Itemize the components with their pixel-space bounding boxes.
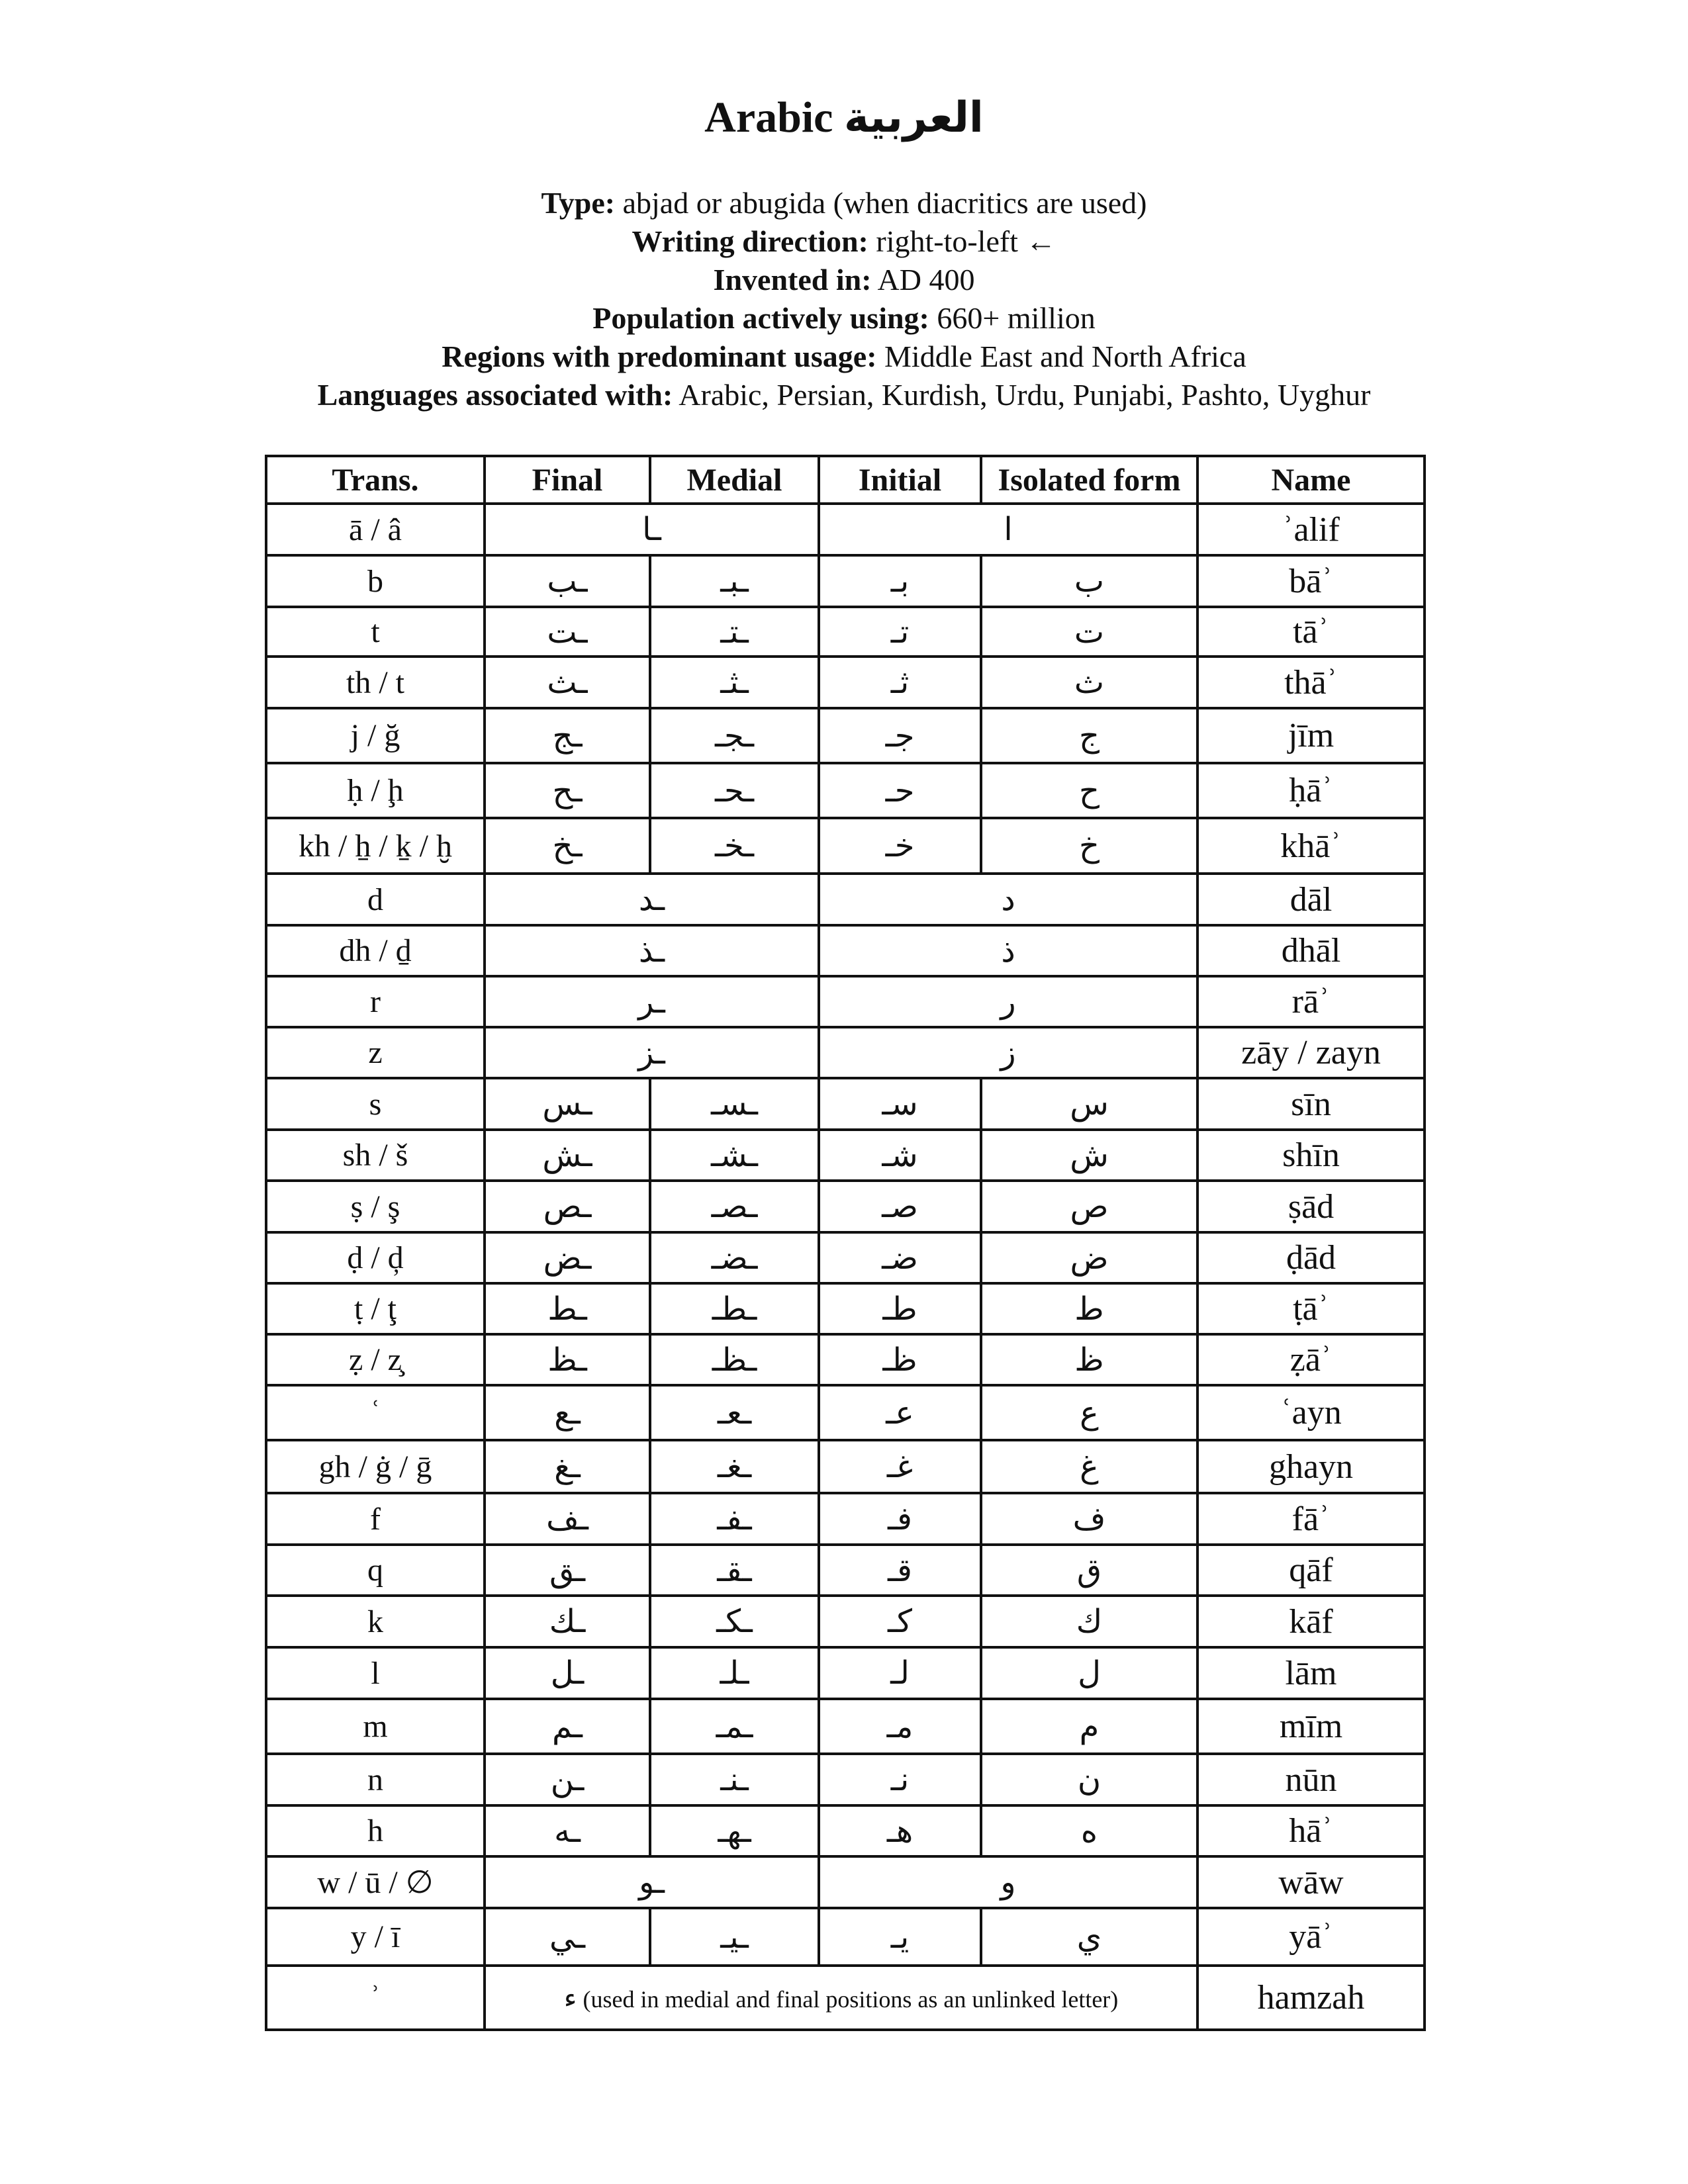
cell-trans: k <box>266 1596 485 1647</box>
cell-name: kāf <box>1197 1596 1425 1647</box>
cell-final: ـت <box>485 607 650 657</box>
cell-initial: صـ <box>819 1181 981 1232</box>
cell-isolated: ي <box>981 1908 1197 1966</box>
table-row <box>266 874 1425 925</box>
table-row <box>266 818 1425 874</box>
cell-medial: ـلـ <box>650 1647 819 1699</box>
cell-isolated: ظ <box>981 1334 1197 1385</box>
cell-medial: ـقـ <box>650 1545 819 1596</box>
cell-name: tāʾ <box>1197 607 1425 657</box>
cell-isolated: ب <box>981 555 1197 607</box>
cell-isolated: ك <box>981 1596 1197 1647</box>
cell-name: yāʾ <box>1197 1908 1425 1966</box>
cell-medial: ـبـ <box>650 555 819 607</box>
cell-initial: ظـ <box>819 1334 981 1385</box>
cell-joined-form: ـا <box>485 504 819 555</box>
cell-trans: dh / ḏ <box>266 925 485 976</box>
note-text: (used in medial and final positions as an unlinked letter) <box>583 1986 1119 2013</box>
table-row <box>266 1493 1425 1545</box>
cell-isolated: ف <box>981 1493 1197 1545</box>
info-invented <box>0 261 1688 299</box>
cell-final: ـب <box>485 555 650 607</box>
alphabet-table <box>265 455 1426 2031</box>
cell-name: ḥāʾ <box>1197 763 1425 818</box>
header-medial: Medial <box>650 456 819 504</box>
cell-trans: r <box>266 976 485 1027</box>
header-name: Name <box>1197 456 1425 504</box>
info-regions <box>0 338 1688 376</box>
cell-isolated: ض <box>981 1232 1197 1283</box>
table-row <box>266 1596 1425 1647</box>
cell-medial: ـكـ <box>650 1596 819 1647</box>
cell-joined-form: ـذ <box>485 925 819 976</box>
table-header-row <box>266 456 1425 504</box>
cell-final: ـص <box>485 1181 650 1232</box>
cell-medial: ـخـ <box>650 818 819 874</box>
cell-initial: جـ <box>819 708 981 763</box>
cell-initial: نـ <box>819 1754 981 1805</box>
cell-trans: f <box>266 1493 485 1545</box>
cell-isolated: غ <box>981 1440 1197 1493</box>
cell-medial: ـيـ <box>650 1908 819 1966</box>
cell-name: ʾalif <box>1197 504 1425 555</box>
info-label: Population actively using: <box>592 301 929 335</box>
info-value: Arabic, Persian, Kurdish, Urdu, Punjabi, Pashto, Uyghur <box>679 378 1371 412</box>
table-row <box>266 1754 1425 1805</box>
cell-trans: ṭ / ţ <box>266 1283 485 1334</box>
cell-trans: ʾ <box>266 1966 485 2030</box>
cell-name: shīn <box>1197 1130 1425 1181</box>
cell-isolated: ح <box>981 763 1197 818</box>
cell-medial: ـصـ <box>650 1181 819 1232</box>
table-row <box>266 504 1425 555</box>
info-label: Type: <box>541 186 616 220</box>
cell-medial: ـطـ <box>650 1283 819 1334</box>
cell-final: ـط <box>485 1283 650 1334</box>
cell-isolated: ل <box>981 1647 1197 1699</box>
cell-final: ـش <box>485 1130 650 1181</box>
cell-isolated: ه <box>981 1805 1197 1856</box>
cell-initial: قـ <box>819 1545 981 1596</box>
cell-trans: ṣ / ş <box>266 1181 485 1232</box>
table-row <box>266 555 1425 607</box>
cell-initial: تـ <box>819 607 981 657</box>
cell-final: ـع <box>485 1385 650 1440</box>
cell-name: ḍād <box>1197 1232 1425 1283</box>
cell-final: ـج <box>485 708 650 763</box>
table-body <box>266 504 1425 2030</box>
cell-trans: s <box>266 1078 485 1130</box>
cell-initial: ضـ <box>819 1232 981 1283</box>
cell-name: mīm <box>1197 1699 1425 1754</box>
cell-medial: ـغـ <box>650 1440 819 1493</box>
cell-trans: w / ū / ∅ <box>266 1856 485 1908</box>
cell-isolated: ن <box>981 1754 1197 1805</box>
script-info <box>0 184 1688 414</box>
cell-name: bāʾ <box>1197 555 1425 607</box>
info-languages <box>0 376 1688 414</box>
cell-name: lām <box>1197 1647 1425 1699</box>
cell-joined-form: ـو <box>485 1856 819 1908</box>
cell-initial: كـ <box>819 1596 981 1647</box>
cell-final: ـل <box>485 1647 650 1699</box>
cell-isolated: ث <box>981 657 1197 708</box>
info-label: Languages associated with: <box>317 378 673 412</box>
table-row <box>266 1130 1425 1181</box>
cell-isolated: ص <box>981 1181 1197 1232</box>
table-row <box>266 657 1425 708</box>
table-row <box>266 1966 1425 2030</box>
table-row <box>266 1440 1425 1493</box>
cell-isolated: ق <box>981 1545 1197 1596</box>
cell-name: ghayn <box>1197 1440 1425 1493</box>
cell-unjoined-form: ا <box>819 504 1197 555</box>
table-row <box>266 1232 1425 1283</box>
cell-initial: شـ <box>819 1130 981 1181</box>
table-row <box>266 1699 1425 1754</box>
cell-medial: ـحـ <box>650 763 819 818</box>
cell-final: ـح <box>485 763 650 818</box>
cell-name: ʿayn <box>1197 1385 1425 1440</box>
table-row <box>266 1334 1425 1385</box>
cell-initial: سـ <box>819 1078 981 1130</box>
table-row <box>266 1283 1425 1334</box>
cell-name: jīm <box>1197 708 1425 763</box>
cell-isolated: ش <box>981 1130 1197 1181</box>
cell-initial: بـ <box>819 555 981 607</box>
table-row <box>266 976 1425 1027</box>
cell-name: sīn <box>1197 1078 1425 1130</box>
cell-medial: ـشـ <box>650 1130 819 1181</box>
cell-final: ـغ <box>485 1440 650 1493</box>
cell-final: ـس <box>485 1078 650 1130</box>
header-final: Final <box>485 456 650 504</box>
table-row <box>266 708 1425 763</box>
info-type <box>0 184 1688 222</box>
info-direction <box>0 222 1688 261</box>
note-glyph: ء <box>563 1981 577 2014</box>
cell-trans: h <box>266 1805 485 1856</box>
cell-final: ـف <box>485 1493 650 1545</box>
cell-isolated: ت <box>981 607 1197 657</box>
cell-medial: ـظـ <box>650 1334 819 1385</box>
cell-final: ـه <box>485 1805 650 1856</box>
info-value: 660+ million <box>937 301 1096 335</box>
cell-medial: ـتـ <box>650 607 819 657</box>
cell-name: dāl <box>1197 874 1425 925</box>
cell-note <box>485 1966 1197 2030</box>
cell-medial: ـهـ <box>650 1805 819 1856</box>
cell-name: nūn <box>1197 1754 1425 1805</box>
cell-final: ـث <box>485 657 650 708</box>
cell-name: ṣād <box>1197 1181 1425 1232</box>
cell-trans: ḍ / ḑ <box>266 1232 485 1283</box>
cell-initial: لـ <box>819 1647 981 1699</box>
table-row <box>266 1805 1425 1856</box>
cell-initial: عـ <box>819 1385 981 1440</box>
table-row <box>266 607 1425 657</box>
cell-trans: ḥ / ḩ <box>266 763 485 818</box>
cell-final: ـق <box>485 1545 650 1596</box>
cell-isolated: ج <box>981 708 1197 763</box>
page-title <box>0 93 1688 143</box>
cell-medial: ـمـ <box>650 1699 819 1754</box>
table-row <box>266 1181 1425 1232</box>
cell-trans: ẓ / z̧ <box>266 1334 485 1385</box>
cell-trans: n <box>266 1754 485 1805</box>
table-row <box>266 1027 1425 1078</box>
cell-initial: يـ <box>819 1908 981 1966</box>
cell-trans: ā / â <box>266 504 485 555</box>
cell-final: ـض <box>485 1232 650 1283</box>
cell-initial: حـ <box>819 763 981 818</box>
cell-trans: y / ī <box>266 1908 485 1966</box>
cell-name: hamzah <box>1197 1966 1425 2030</box>
info-label: Writing direction: <box>632 224 868 258</box>
cell-isolated: م <box>981 1699 1197 1754</box>
cell-unjoined-form: ز <box>819 1027 1197 1078</box>
title-latin: Arabic <box>704 93 833 142</box>
cell-joined-form: ـد <box>485 874 819 925</box>
cell-isolated: ع <box>981 1385 1197 1440</box>
cell-initial: ثـ <box>819 657 981 708</box>
cell-final: ـك <box>485 1596 650 1647</box>
cell-name: khāʾ <box>1197 818 1425 874</box>
cell-trans: z <box>266 1027 485 1078</box>
title-native: العربية <box>843 93 984 142</box>
cell-joined-form: ـر <box>485 976 819 1027</box>
table-row <box>266 1647 1425 1699</box>
info-value: abjad or abugida (when diacritics are used) <box>622 186 1147 220</box>
cell-trans: d <box>266 874 485 925</box>
cell-medial: ـسـ <box>650 1078 819 1130</box>
table-row <box>266 1385 1425 1440</box>
cell-medial: ـضـ <box>650 1232 819 1283</box>
cell-trans: b <box>266 555 485 607</box>
cell-unjoined-form: ر <box>819 976 1197 1027</box>
info-value: AD 400 <box>877 263 975 296</box>
table-row <box>266 1908 1425 1966</box>
cell-isolated: خ <box>981 818 1197 874</box>
table-row <box>266 763 1425 818</box>
header-trans: Trans. <box>266 456 485 504</box>
cell-trans: j / ğ <box>266 708 485 763</box>
cell-medial: ـعـ <box>650 1385 819 1440</box>
table-row <box>266 1078 1425 1130</box>
cell-trans: t <box>266 607 485 657</box>
table-row <box>266 925 1425 976</box>
cell-name: dhāl <box>1197 925 1425 976</box>
cell-trans: l <box>266 1647 485 1699</box>
cell-final: ـي <box>485 1908 650 1966</box>
cell-trans: sh / š <box>266 1130 485 1181</box>
cell-trans: m <box>266 1699 485 1754</box>
cell-initial: هـ <box>819 1805 981 1856</box>
cell-trans: th / t <box>266 657 485 708</box>
cell-unjoined-form: د <box>819 874 1197 925</box>
cell-initial: طـ <box>819 1283 981 1334</box>
cell-name: thāʾ <box>1197 657 1425 708</box>
cell-medial: ـثـ <box>650 657 819 708</box>
header-isolated: Isolated form <box>981 456 1197 504</box>
cell-initial: خـ <box>819 818 981 874</box>
cell-name: ṭāʾ <box>1197 1283 1425 1334</box>
cell-medial: ـجـ <box>650 708 819 763</box>
info-value: Middle East and North Africa <box>884 340 1246 373</box>
table-row <box>266 1545 1425 1596</box>
cell-name: fāʾ <box>1197 1493 1425 1545</box>
cell-name: hāʾ <box>1197 1805 1425 1856</box>
cell-final: ـم <box>485 1699 650 1754</box>
cell-trans: q <box>266 1545 485 1596</box>
cell-name: wāw <box>1197 1856 1425 1908</box>
cell-medial: ـفـ <box>650 1493 819 1545</box>
cell-trans: kh / ẖ / ḵ / ḫ <box>266 818 485 874</box>
cell-name: zāy / zayn <box>1197 1027 1425 1078</box>
info-label: Invented in: <box>713 263 872 296</box>
cell-final: ـن <box>485 1754 650 1805</box>
cell-isolated: س <box>981 1078 1197 1130</box>
cell-name: qāf <box>1197 1545 1425 1596</box>
cell-joined-form: ـز <box>485 1027 819 1078</box>
info-label: Regions with predominant usage: <box>442 340 877 373</box>
info-value: right-to-left ← <box>876 224 1056 258</box>
cell-name: ẓāʾ <box>1197 1334 1425 1385</box>
cell-initial: فـ <box>819 1493 981 1545</box>
cell-trans: ʿ <box>266 1385 485 1440</box>
cell-final: ـظ <box>485 1334 650 1385</box>
cell-isolated: ط <box>981 1283 1197 1334</box>
cell-trans: gh / ġ / ḡ <box>266 1440 485 1493</box>
header-initial: Initial <box>819 456 981 504</box>
table-row <box>266 1856 1425 1908</box>
cell-final: ـخ <box>485 818 650 874</box>
cell-medial: ـنـ <box>650 1754 819 1805</box>
info-population <box>0 299 1688 338</box>
cell-initial: غـ <box>819 1440 981 1493</box>
cell-unjoined-form: ذ <box>819 925 1197 976</box>
cell-initial: مـ <box>819 1699 981 1754</box>
cell-name: rāʾ <box>1197 976 1425 1027</box>
cell-unjoined-form: و <box>819 1856 1197 1908</box>
